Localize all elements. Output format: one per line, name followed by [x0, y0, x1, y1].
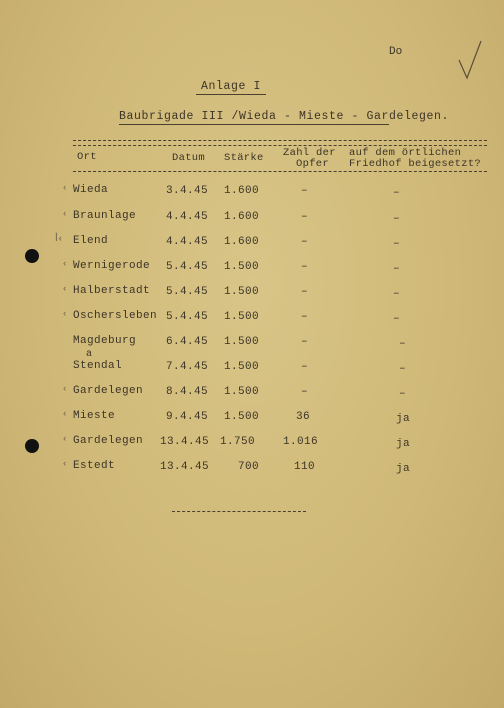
cell-staerke: 1.500 — [224, 336, 260, 348]
col-header-ort: Ort — [77, 151, 97, 163]
cell-opfer: 110 — [294, 461, 316, 473]
cell-friedhof: – — [393, 288, 401, 300]
cell-datum: 5.4.45 — [166, 286, 209, 298]
row-tick-mark: ‹ — [62, 284, 68, 294]
cell-datum: 4.4.45 — [166, 211, 209, 223]
cell-ort: Stendal — [73, 360, 123, 372]
cell-opfer: – — [301, 386, 309, 398]
cell-datum: 13.4.45 — [160, 436, 210, 448]
header-bottom-rule — [73, 171, 487, 172]
row-tick-mark: ‹ — [62, 309, 68, 319]
cell-datum: 5.4.45 — [166, 261, 209, 273]
cell-staerke: 1.500 — [224, 286, 260, 298]
cell-opfer: – — [301, 361, 309, 373]
col-header-opfer-line2: Opfer — [296, 158, 330, 170]
cell-ort: Wernigerode — [73, 260, 151, 272]
cell-staerke: 1.500 — [224, 361, 260, 373]
cell-datum: 4.4.45 — [166, 236, 209, 248]
cell-opfer: – — [301, 286, 309, 298]
table-top-rule-2 — [73, 145, 487, 146]
punch-hole-bottom — [25, 439, 39, 453]
row-tick-mark: ꟾ‹ — [55, 234, 64, 244]
cell-opfer: – — [301, 311, 309, 323]
cell-friedhof: – — [393, 263, 401, 275]
cell-friedhof: – — [399, 363, 407, 375]
cell-staerke: 1.500 — [224, 411, 260, 423]
table-top-rule — [73, 140, 487, 141]
check-mark-icon — [455, 38, 485, 82]
cell-datum: 13.4.45 — [160, 461, 210, 473]
cell-ort: Halberstadt — [73, 285, 151, 297]
cell-datum: 3.4.45 — [166, 185, 209, 197]
closing-rule — [172, 511, 306, 512]
cell-friedhof: – — [399, 338, 407, 350]
title-underline — [119, 124, 389, 125]
row-tick-mark: ‹ — [62, 259, 68, 269]
row-tick-mark: ‹ — [62, 409, 68, 419]
row-tick-mark: ‹ — [62, 384, 68, 394]
cell-friedhof: ja — [396, 438, 411, 450]
cell-opfer: – — [301, 261, 309, 273]
cell-ort: Magdeburg — [73, 335, 137, 347]
cell-ort: Oschersleben — [73, 310, 158, 322]
col-header-friedhof-line2: Friedhof beigesetzt? — [349, 158, 482, 170]
cell-staerke: 1.600 — [224, 185, 260, 197]
cell-staerke: 1.500 — [224, 386, 260, 398]
cell-opfer: – — [301, 336, 309, 348]
row-tick-mark: ‹ — [62, 434, 68, 444]
cell-ort: Gardelegen — [73, 435, 144, 447]
col-header-opfer-line1: Zahl der — [283, 147, 336, 159]
cell-staerke: 1.500 — [224, 311, 260, 323]
cell-datum: 7.4.45 — [166, 361, 209, 373]
cell-ort: Wieda — [73, 184, 109, 196]
cell-staerke: 1.600 — [224, 211, 260, 223]
cell-opfer: – — [301, 185, 309, 197]
page-title: Baubrigade III /Wieda - Mieste - Gardelegen. — [119, 110, 450, 123]
cell-friedhof: – — [393, 238, 401, 250]
cell-ort: Gardelegen — [73, 385, 144, 397]
cell-friedhof: – — [399, 388, 407, 400]
cell-friedhof: ja — [396, 413, 411, 425]
col-header-datum: Datum — [172, 152, 206, 164]
row-tick-mark: ‹ — [62, 459, 68, 469]
cell-datum: 8.4.45 — [166, 386, 209, 398]
row-tick-mark: ‹ — [62, 209, 68, 219]
cell-ort: Estedt — [73, 460, 116, 472]
corner-mark: Do — [389, 46, 403, 58]
col-header-friedhof-line1: auf dem örtlichen — [349, 147, 462, 159]
cell-ort: Mieste — [73, 410, 116, 422]
cell-ort-continuation: a — [86, 349, 93, 360]
annex-underline — [196, 94, 266, 95]
cell-ort: Braunlage — [73, 210, 137, 222]
cell-datum: 6.4.45 — [166, 336, 209, 348]
cell-opfer: – — [301, 211, 309, 223]
cell-opfer: 36 — [296, 411, 311, 423]
row-tick-mark: ‹ — [62, 183, 68, 193]
cell-staerke: 1.600 — [224, 236, 260, 248]
cell-ort: Elend — [73, 235, 109, 247]
cell-opfer: – — [301, 236, 309, 248]
cell-staerke: 1.750 — [220, 436, 256, 448]
punch-hole-top — [25, 249, 39, 263]
cell-friedhof: ja — [396, 463, 411, 475]
col-header-staerke: Stärke — [224, 152, 264, 164]
cell-friedhof: – — [393, 313, 401, 325]
cell-staerke: 700 — [238, 461, 260, 473]
cell-staerke: 1.500 — [224, 261, 260, 273]
cell-friedhof: – — [393, 187, 401, 199]
cell-friedhof: – — [393, 213, 401, 225]
cell-datum: 9.4.45 — [166, 411, 209, 423]
cell-opfer: 1.016 — [283, 436, 319, 448]
cell-datum: 5.4.45 — [166, 311, 209, 323]
annex-label: Anlage I — [201, 80, 262, 93]
